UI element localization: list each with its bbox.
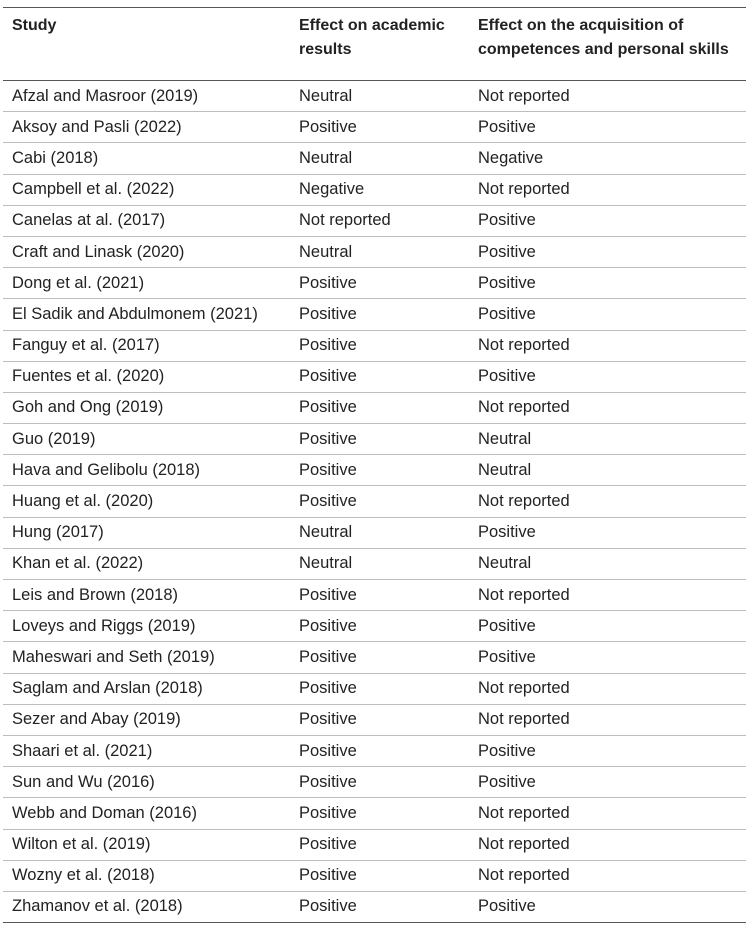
table-row [3, 829, 746, 860]
cell-competences-effect: Neutral [478, 429, 532, 448]
cell-academic-effect: Positive [299, 398, 357, 417]
table-row [3, 392, 746, 423]
cell-competences-effect: Not reported [478, 835, 570, 854]
cell-academic-effect: Positive [299, 897, 357, 916]
cell-academic-effect: Positive [299, 866, 357, 885]
cell-academic-effect: Positive [299, 741, 357, 760]
cell-academic-effect: Positive [299, 492, 357, 511]
table-row [3, 112, 746, 143]
cell-academic-effect: Negative [299, 180, 365, 199]
cell-academic-effect: Positive [299, 772, 357, 791]
cell-study: Aksoy and Pasli (2022) [12, 117, 182, 136]
cell-competences-effect: Not reported [478, 180, 570, 199]
cell-academic-effect: Positive [299, 616, 357, 635]
cell-study: El Sadik and Abdulmonem (2021) [12, 304, 258, 323]
cell-competences-effect: Not reported [478, 336, 570, 355]
cell-academic-effect: Positive [299, 803, 357, 822]
cell-study: Sezer and Abay (2019) [12, 710, 181, 729]
cell-study: Hava and Gelibolu (2018) [12, 460, 201, 479]
table-row [3, 236, 746, 267]
table-row [3, 548, 746, 579]
cell-competences-effect: Positive [478, 304, 536, 323]
table-row [3, 81, 746, 112]
table-body [3, 81, 746, 923]
cell-study: Leis and Brown (2018) [12, 585, 179, 604]
cell-academic-effect: Positive [299, 679, 357, 698]
cell-competences-effect: Positive [478, 211, 536, 230]
table-row [3, 424, 746, 455]
cell-competences-effect: Not reported [478, 585, 570, 604]
table-row [3, 517, 746, 548]
cell-academic-effect: Positive [299, 710, 357, 729]
cell-academic-effect: Not reported [299, 211, 391, 230]
cell-study: Guo (2019) [12, 429, 96, 448]
table-row [3, 735, 746, 766]
cell-academic-effect: Positive [299, 367, 357, 386]
header-academic-results: Effect on academic results [299, 17, 445, 58]
cell-study: Shaari et al. (2021) [12, 741, 153, 760]
cell-competences-effect: Positive [478, 741, 536, 760]
cell-study: Huang et al. (2020) [12, 492, 154, 511]
cell-study: Loveys and Riggs (2019) [12, 616, 196, 635]
table-row [3, 673, 746, 704]
cell-competences-effect: Positive [478, 117, 536, 136]
cell-competences-effect: Positive [478, 242, 536, 261]
cell-study: Zhamanov et al. (2018) [12, 897, 183, 916]
cell-study: Hung (2017) [12, 523, 104, 542]
table-row [3, 860, 746, 891]
header-row [3, 8, 746, 81]
table-row [3, 330, 746, 361]
cell-competences-effect: Negative [478, 148, 544, 167]
header-competences-skills: Effect on the acquisition of competences and personal skills [478, 17, 729, 58]
table-row [3, 361, 746, 392]
cell-competences-effect: Positive [478, 772, 536, 791]
cell-study: Webb and Doman (2016) [12, 803, 197, 822]
table-row [3, 299, 746, 330]
cell-study: Afzal and Masroor (2019) [12, 86, 199, 105]
cell-academic-effect: Positive [299, 336, 357, 355]
cell-academic-effect: Positive [299, 835, 357, 854]
cell-academic-effect: Positive [299, 647, 357, 666]
studies-table [3, 7, 746, 923]
table-row [3, 174, 746, 205]
cell-competences-effect: Not reported [478, 710, 570, 729]
cell-study: Khan et al. (2022) [12, 554, 144, 573]
cell-study: Fanguy et al. (2017) [12, 336, 160, 355]
cell-academic-effect: Positive [299, 429, 357, 448]
table-row [3, 798, 746, 829]
cell-competences-effect: Not reported [478, 679, 570, 698]
cell-competences-effect: Not reported [478, 866, 570, 885]
cell-study: Maheswari and Seth (2019) [12, 647, 215, 666]
cell-study: Craft and Linask (2020) [12, 242, 185, 261]
cell-academic-effect: Positive [299, 585, 357, 604]
table-row [3, 611, 746, 642]
studies-table-container [3, 7, 746, 923]
cell-academic-effect: Neutral [299, 86, 353, 105]
table-row [3, 642, 746, 673]
table-row [3, 205, 746, 236]
cell-academic-effect: Positive [299, 460, 357, 479]
cell-competences-effect: Not reported [478, 492, 570, 511]
table-row [3, 891, 746, 922]
cell-academic-effect: Neutral [299, 148, 353, 167]
table-header [3, 8, 746, 81]
cell-competences-effect: Neutral [478, 460, 532, 479]
table-row [3, 455, 746, 486]
cell-study: Cabi (2018) [12, 148, 99, 167]
cell-competences-effect: Not reported [478, 803, 570, 822]
cell-academic-effect: Neutral [299, 523, 353, 542]
table-row [3, 580, 746, 611]
cell-competences-effect: Positive [478, 647, 536, 666]
cell-competences-effect: Not reported [478, 398, 570, 417]
cell-competences-effect: Positive [478, 367, 536, 386]
cell-academic-effect: Neutral [299, 554, 353, 573]
table-row [3, 268, 746, 299]
table-row [3, 767, 746, 798]
cell-study: Campbell et al. (2022) [12, 180, 175, 199]
table-row [3, 486, 746, 517]
cell-study: Fuentes et al. (2020) [12, 367, 165, 386]
cell-academic-effect: Positive [299, 117, 357, 136]
cell-study: Dong et al. (2021) [12, 273, 145, 292]
cell-competences-effect: Neutral [478, 554, 532, 573]
cell-study: Canelas at al. (2017) [12, 211, 166, 230]
cell-academic-effect: Neutral [299, 242, 353, 261]
cell-competences-effect: Positive [478, 273, 536, 292]
table-row [3, 704, 746, 735]
cell-study: Sun and Wu (2016) [12, 772, 155, 791]
cell-study: Wilton et al. (2019) [12, 835, 151, 854]
cell-competences-effect: Positive [478, 897, 536, 916]
cell-study: Saglam and Arslan (2018) [12, 679, 203, 698]
cell-academic-effect: Positive [299, 304, 357, 323]
cell-competences-effect: Positive [478, 523, 536, 542]
header-study: Study [12, 17, 57, 34]
table-row [3, 143, 746, 174]
cell-competences-effect: Positive [478, 616, 536, 635]
cell-academic-effect: Positive [299, 273, 357, 292]
cell-study: Goh and Ong (2019) [12, 398, 164, 417]
cell-study: Wozny et al. (2018) [12, 866, 155, 885]
cell-competences-effect: Not reported [478, 86, 570, 105]
